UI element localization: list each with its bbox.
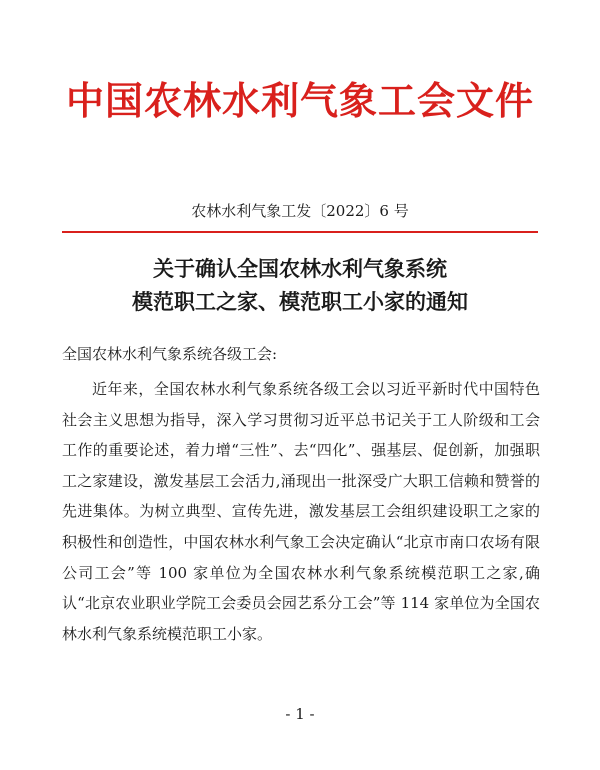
notice-title-line-2: 模范职工之家、模范职工小家的通知 [132,289,468,314]
document-header-title: 中国农林水利气象工会文件 [65,78,534,123]
notice-title-line-1: 关于确认全国农林水利气象系统 [153,256,447,281]
red-divider-line [62,231,538,233]
body-paragraph: 近年来，全国农林水利气象系统各级工会以习近平新时代中国特色社会主义思想为指导，深入学习贯彻习近平总书记关于工人阶级和工会工作的重要论述，着力增“三性”、去“四化”、强基层、促创新，加强职工之家建设，激发基层工会活力,涌现出一批深受广大职工信赖和赞誉的先进集体。为树立典型、宣传先进，激发基层工会组织建设职工之家的积极性和创造性，中国农林水利气象工会决定确认“北京市南口农场有限公司工会”等 100 家单位为全国农林水利气象系统模范职工之家,确认“北京农业职业学院工会委员会园艺系分工会”等 114 家单位为全国农林水利气象系统模范职工小家。 [62,380,540,643]
salutation: 全国农林水利气象系统各级工会: [62,345,278,363]
page-number: - 1 - [285,705,315,723]
notice-title [0,252,600,318]
document-number: 农林水利气象工发〔2022〕6 号 [191,202,409,220]
